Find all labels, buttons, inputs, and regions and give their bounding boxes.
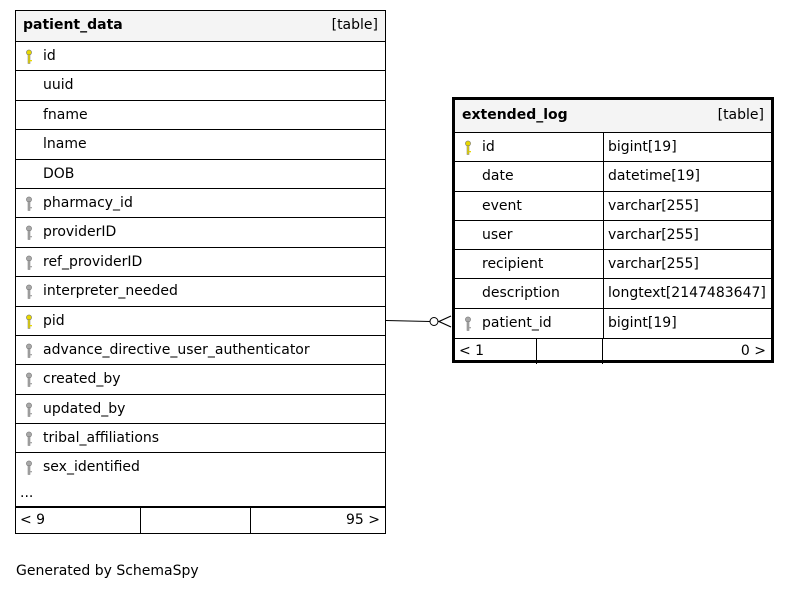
table-name[interactable]: patient_data (23, 17, 123, 33)
column-row-event[interactable] (455, 192, 771, 221)
column-row-description[interactable] (455, 279, 771, 308)
column-row-ref_providerID[interactable] (16, 248, 385, 277)
column-name: ref_providerID (43, 253, 143, 270)
primary-key-icon (24, 314, 34, 330)
primary-key-icon (463, 140, 473, 156)
column-row-recipient[interactable] (455, 250, 771, 279)
patient-data-table[interactable] (15, 10, 386, 534)
children-count: 0 > (740, 343, 766, 360)
relationship-counts-row (455, 338, 771, 364)
column-row-user[interactable] (455, 221, 771, 250)
column-type: bigint[19] (603, 133, 677, 161)
column-name: interpreter_needed (43, 283, 178, 300)
foreign-key-icon (24, 343, 34, 359)
extended-log-table[interactable] (452, 97, 774, 363)
column-name: user (482, 226, 513, 243)
children-count-cell[interactable] (603, 339, 771, 364)
column-row-advance_directive_user_authenticator[interactable] (16, 336, 385, 365)
column-row-uuid[interactable] (16, 71, 385, 100)
column-row-DOB[interactable] (16, 160, 385, 189)
relationship-zero-marker (430, 318, 438, 326)
table-header (16, 11, 385, 42)
column-type: varchar[255] (603, 221, 699, 249)
table-kind: [table] (331, 17, 378, 33)
column-name: tribal_affiliations (43, 430, 160, 447)
column-row-tribal_affiliations[interactable] (16, 424, 385, 453)
column-name: patient_id (482, 314, 552, 331)
column-type: bigint[19] (603, 309, 677, 338)
column-name: providerID (43, 224, 117, 241)
column-row-fname[interactable] (16, 101, 385, 130)
relationship-counts-row (16, 507, 385, 533)
column-type: datetime[19] (603, 162, 700, 190)
column-name: created_by (43, 371, 121, 388)
foreign-key-icon (24, 431, 34, 447)
foreign-key-icon (24, 372, 34, 388)
column-name: id (482, 139, 495, 155)
foreign-key-icon (24, 196, 34, 212)
column-type: varchar[255] (603, 250, 699, 278)
primary-key-icon (24, 49, 34, 65)
column-row-pharmacy_id[interactable] (16, 189, 385, 218)
column-name: recipient (482, 256, 544, 273)
column-name: updated_by (43, 400, 126, 417)
column-row-lname[interactable] (16, 130, 385, 159)
column-row-patient_id[interactable] (455, 309, 771, 338)
more-columns-ellipsis: ... (20, 484, 34, 501)
column-name: pid (43, 312, 65, 329)
parents-count-cell[interactable] (455, 339, 537, 364)
parents-count: < 1 (459, 343, 485, 360)
foreign-key-icon (24, 255, 34, 271)
table-header (455, 100, 771, 133)
relationship-crowfoot-marker (439, 316, 451, 327)
more-columns-row (16, 483, 385, 507)
children-count-cell[interactable] (251, 508, 385, 533)
parents-count-cell[interactable] (16, 508, 141, 533)
children-count: 95 > (346, 511, 380, 528)
column-row-providerID[interactable] (16, 218, 385, 247)
column-name: lname (43, 136, 87, 153)
column-name: uuid (43, 77, 74, 94)
column-row-updated_by[interactable] (16, 395, 385, 424)
column-row-pid[interactable] (16, 307, 385, 336)
column-name: date (482, 168, 514, 185)
column-row-interpreter_needed[interactable] (16, 277, 385, 306)
column-name: event (482, 197, 522, 214)
spacer-cell (537, 339, 603, 364)
column-name: id (43, 48, 56, 64)
column-name: sex_identified (43, 459, 140, 476)
parents-count: < 9 (20, 511, 46, 528)
column-type: varchar[255] (603, 192, 699, 220)
foreign-key-icon (463, 316, 473, 332)
column-name: advance_directive_user_authenticator (43, 341, 310, 358)
column-name: pharmacy_id (43, 194, 133, 211)
column-row-date[interactable] (455, 162, 771, 191)
table-name[interactable]: extended_log (462, 107, 568, 123)
column-row-created_by[interactable] (16, 365, 385, 394)
foreign-key-icon (24, 225, 34, 241)
column-row-sex_identified[interactable] (16, 453, 385, 482)
column-type: longtext[2147483647] (603, 279, 766, 307)
relationship-line (386, 321, 430, 322)
foreign-key-icon (24, 284, 34, 300)
column-row-id[interactable] (455, 133, 771, 162)
generator-credit: Generated by SchemaSpy (16, 563, 199, 579)
foreign-key-icon (24, 460, 34, 476)
column-name: fname (43, 106, 88, 123)
table-kind: [table] (717, 107, 764, 123)
foreign-key-icon (24, 402, 34, 418)
spacer-cell (141, 508, 251, 533)
column-name: description (482, 285, 560, 302)
column-name: DOB (43, 165, 75, 182)
column-row-id[interactable] (16, 42, 385, 71)
